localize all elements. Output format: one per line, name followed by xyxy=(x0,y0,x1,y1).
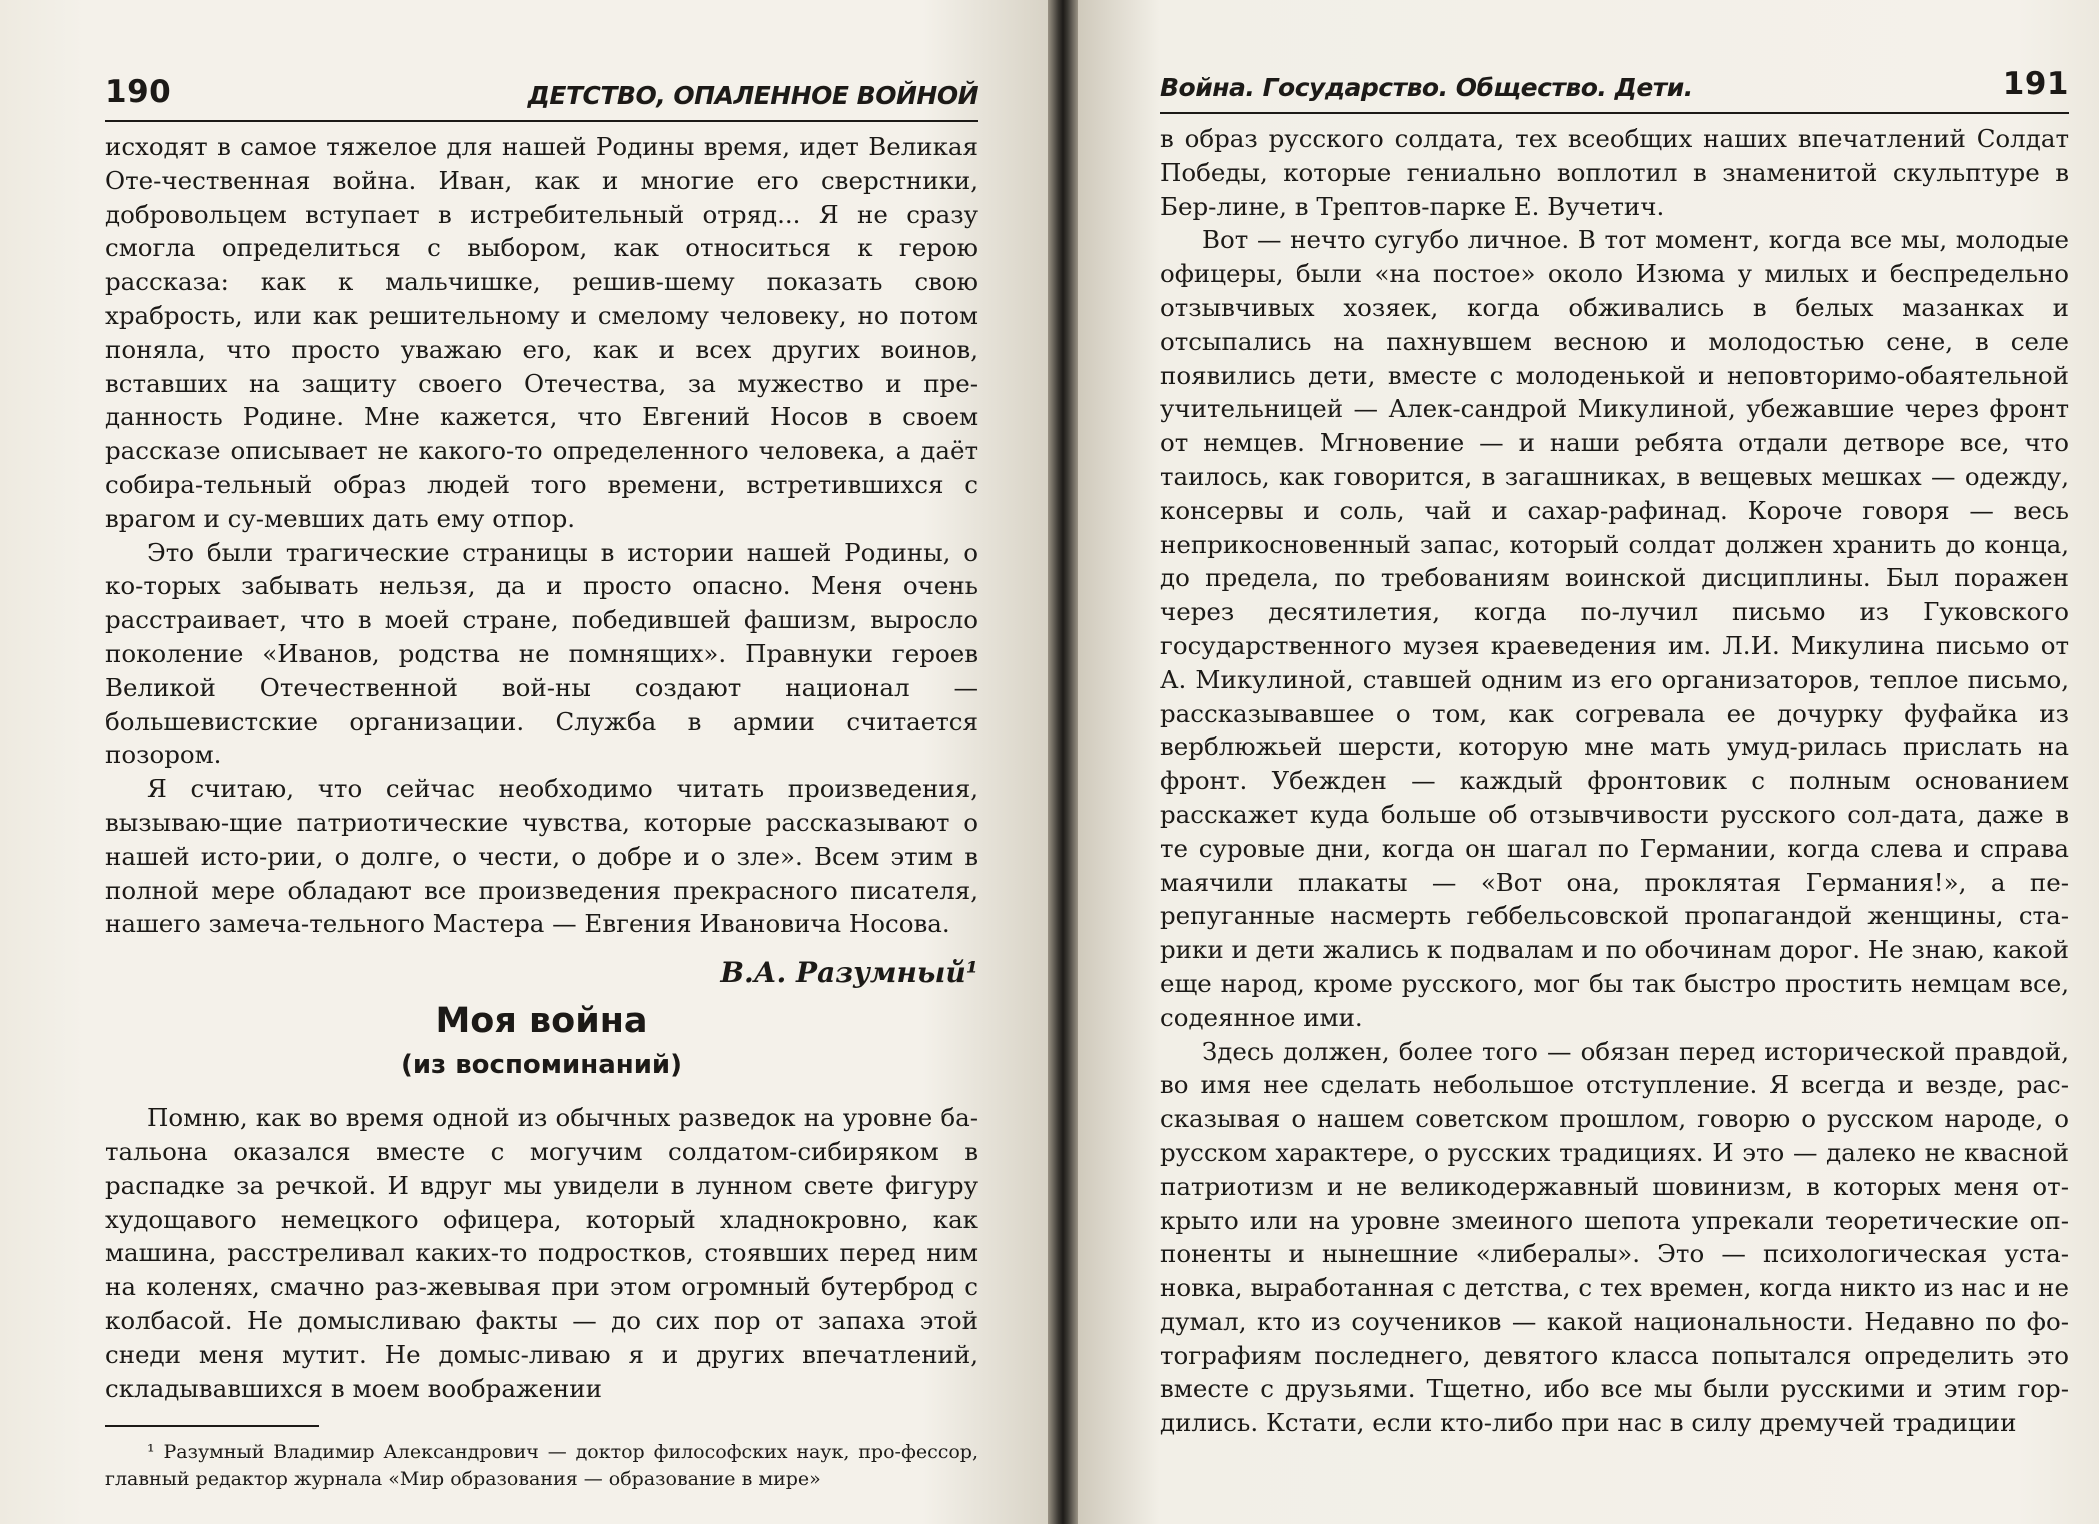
left-page xyxy=(0,0,1048,1524)
body-text xyxy=(1160,122,2069,1440)
footnote: ¹ Разумный Владимир Александрович — доктор философских наук, про-фессор, главный редактор журнала «Мир образования — образование в мире» xyxy=(105,1441,978,1491)
book-gutter xyxy=(1048,0,1078,1524)
paragraph: Помню, как во время одной из обычных разведок на уровне ба-тальона оказался вместе с могучим солдатом-сибиряком в распадке за речкой. И вдруг мы увидели в лунном свете фигуру худощавого немецкого офицера, который хладнокровно, как машина, расстреливал каких-то подростков, стоявших перед ним на коленях, смачно раз-жевывая при этом огромный бутерброд с колбасой. Не домысливаю факты — до сих пор от запаха этой снеди меня мутит. Не домыс-ливаю я и других впечатлений, складывавшихся в моем воображении xyxy=(105,1103,978,1403)
page-header xyxy=(1160,62,2069,102)
author-signature: В.А. Разумный¹ xyxy=(720,956,978,990)
body-text xyxy=(105,1101,978,1405)
footnote-rule xyxy=(105,1425,319,1427)
paragraph: Это были трагические страницы в истории нашей Родины, о ко-торых забывать нельзя, да и просто опасно. Меня очень расстраивает, что в моей стране, победившей фашизм, выросло поколение «Иванов, родства не помнящих». Правнуки героев Великой Отечественной вой-ны создают национал — большевистские организации. Служба в армии считается позором. xyxy=(105,537,978,770)
chapter-subtitle: (из воспоминаний) xyxy=(400,1050,683,1081)
paragraph: в образ русского солдата, тех всеобщих наших впечатлений Солдат Победы, которые гениально воплотил в знаменитой скульптуре в Бер-лине, в Трептов-парке Е. Вучетич. xyxy=(1160,124,2069,221)
page-header xyxy=(105,70,978,110)
header-rule xyxy=(105,120,978,122)
running-head: ДЕТСТВО, ОПАЛЕННОЕ ВОЙНОЙ xyxy=(527,81,978,110)
running-head: Война. Государство. Общество. Дети. xyxy=(1160,73,1693,102)
paragraph: исходят в самое тяжелое для нашей Родины время, идет Великая Оте-чественная война. Иван, как и многие его сверстники, добровольцем вступает в истребительный отряд... Я не сразу смогла определиться с выбором, как относиться к герою рассказа: как к мальчишке, решив-шему показать свою храбрость, или как решительному и смелому человеку, но потом поняла, что просто уважаю его, как и всех других воинов, вставших на защиту своего Отечества, за мужество и пре-данность Родине. Мне кажется, что Евгений Носов в своем рассказе описывает не какого-то определенного человека, а даёт собира-тельный образ людей того времени, встретившихся с врагом и су-мевших дать ему отпор. xyxy=(105,132,978,533)
chapter-title: Моя война xyxy=(435,1001,648,1042)
header-rule xyxy=(1160,112,2069,114)
right-page xyxy=(1078,0,2099,1524)
page-number: 190 xyxy=(105,74,172,110)
page-number: 191 xyxy=(2002,66,2069,102)
paragraph: Вот — нечто сугубо личное. В тот момент, когда все мы, молодые офицеры, были «на постое» около Изюма у милых и беспредельно отзывчивых хозяек, когда обживались в белых мазанках и отсыпались на пахнувшем весною и молодостью сене, в селе появились дети, вместе с молоденькой и неповторимо-обаятельной учительницей — Алек-сандрой Микулиной, убежавшие через фронт от немцев. Мгновение — и наши ребята отдали детворе все, что таилось, как говорится, в загашниках, в вещевых мешках — одежду, консервы и соль, чай и сахар-рафинад. Короче говоря — весь неприкосновенный запас, который солдат должен хранить до конца, до предела, по требованиям воинской дисциплины. Был поражен через десятилетия, когда по-лучил письмо из Гуковского государственного музея краеведения им. Л.И. Микулина письмо от А. Микулиной, ставшей одним из его организаторов, теплое письмо, рассказывавшее о том, как согревала ее дочурку фуфайка из верблюжьей шерсти, которую мне мать умуд-рилась прислать на фронт. Убежден — каждый фронтовик с полным основанием расскажет куда больше об отзывчивости русского сол-дата, даже в те суровые дни, когда он шагал по Германии, когда слева и справа маячили плакаты — «Вот она, проклятая Германия!», а пе-репуганные насмерть геббельсовской пропагандой женщины, ста-рики и дети жались к подвалам и по обочинам дорог. Не знаю, какой еще народ, кроме русского, мог бы так быстро простить немцам все, содеянное ими. xyxy=(1160,225,2069,1032)
paragraph: Я считаю, что сейчас необходимо читать произведения, вызываю-щие патриотические чувства, которые рассказывают о нашей исто-рии, о долге, о чести, о добре и о зле». Всем этим в полной мере обладают все произведения прекрасного писателя, нашего замеча-тельного Мастера — Евгения Ивановича Носова. xyxy=(105,774,978,939)
body-text xyxy=(105,130,978,941)
paragraph: Здесь должен, более того — обязан перед исторической правдой, во имя нее сделать небольшое отступление. Я всегда и везде, рас-сказывая о нашем советском прошлом, говорю о русском народе, о русском характере, о русских традициях. И это — далеко не квасной патриотизм и не великодержавный шовинизм, в которых меня от-крыто или на уровне змеиного шепота упрекали теоретические оп-поненты и нынешние «либералы». Это — психологическая уста-новка, выработанная с детства, с тех времен, когда никто из нас и не думал, кто из соучеников — какой национальности. Недавно по фо-тографиям последнего, девятого класса попытался определить это вместе с друзьями. Тщетно, ибо все мы были русскими и этим гор-дились. Кстати, если кто-либо при нас в силу дремучей традиции xyxy=(1160,1036,2069,1438)
